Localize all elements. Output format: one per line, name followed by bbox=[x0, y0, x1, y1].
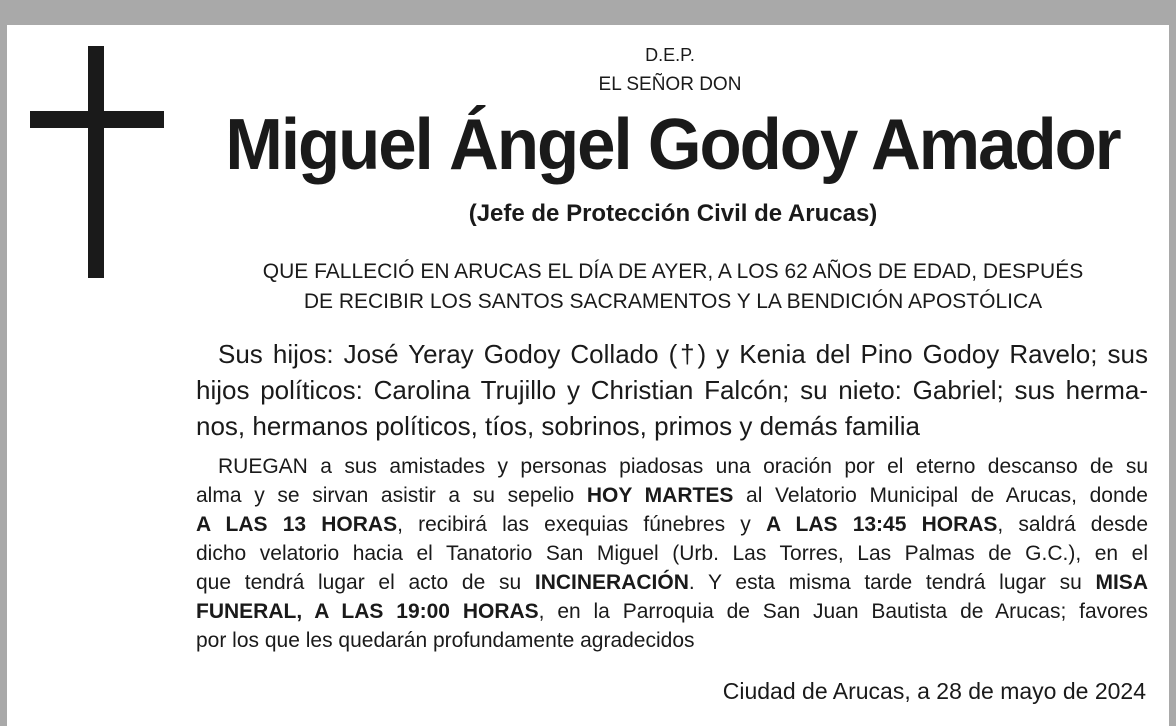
ruegan-line: dicho velatorio hacia el Tanatorio San Miguel (Urb. Las Torres, Las Palmas de G.C.), en el bbox=[196, 542, 1148, 565]
ruegan-line: que tendrá lugar el acto de su INCINERACIÓN. Y esta misma tarde tendrá lugar su MISA bbox=[196, 571, 1148, 594]
circumstances-text bbox=[196, 257, 1150, 317]
cross-horizontal-bar bbox=[30, 111, 164, 128]
deceased-name: Miguel Ángel Godoy Amador bbox=[225, 104, 1120, 185]
honorific-label: EL SEÑOR DON bbox=[598, 74, 742, 95]
incineration-highlight: INCINERACIÓN bbox=[534, 571, 689, 594]
dep-label: D.E.P. bbox=[645, 45, 695, 65]
ruegan-line: por los que les quedarán profundamente agradecidos bbox=[196, 629, 695, 652]
family-line: Sus hijos: José Yeray Godoy Collado (†) y Kenia del Pino Godoy Ravelo; sus bbox=[218, 339, 1148, 369]
family-paragraph bbox=[196, 336, 1148, 444]
ruegan-paragraph bbox=[196, 452, 1148, 655]
family-line: hijos políticos: Carolina Trujillo y Christian Falcón; su nieto: Gabriel; sus herma- bbox=[196, 375, 1148, 405]
day-highlight: HOY MARTES bbox=[586, 484, 734, 507]
ruegan-line: A LAS 13 HORAS, recibirá las exequias fúnebres y A LAS 13:45 HORAS, saldrá desde bbox=[196, 513, 1149, 536]
time-highlight: A LAS 13:45 HORAS bbox=[765, 513, 998, 536]
circumstances-line: DE RECIBIR LOS SANTOS SACRAMENTOS Y LA BENDICIÓN APOSTÓLICA bbox=[303, 290, 1043, 313]
family-line: nos, hermanos políticos, tíos, sobrinos, primos y demás familia bbox=[196, 411, 920, 441]
ruegan-line: alma y se sirvan asistir a su sepelio HOY MARTES al Velatorio Municipal de Arucas, donde bbox=[196, 484, 1148, 507]
mass-highlight: MISA bbox=[1095, 571, 1148, 594]
ruegan-line: RUEGAN a sus amistades y personas piadosas una oración por el eterno descanso de su bbox=[218, 455, 1148, 478]
ruegan-line: FUNERAL, A LAS 19:00 HORAS, en la Parroquia de San Juan Bautista de Arucas; favores bbox=[196, 600, 1148, 623]
deceased-role: (Jefe de Protección Civil de Arucas) bbox=[468, 200, 878, 227]
circumstances-line: QUE FALLECIÓ EN ARUCAS EL DÍA DE AYER, A LOS 62 AÑOS DE EDAD, DESPUÉS bbox=[262, 260, 1084, 283]
place-date: Ciudad de Arucas, a 28 de mayo de 2024 bbox=[722, 678, 1146, 704]
mass-time-highlight: FUNERAL, A LAS 19:00 HORAS bbox=[196, 600, 539, 623]
time-highlight: A LAS 13 HORAS bbox=[196, 513, 398, 536]
